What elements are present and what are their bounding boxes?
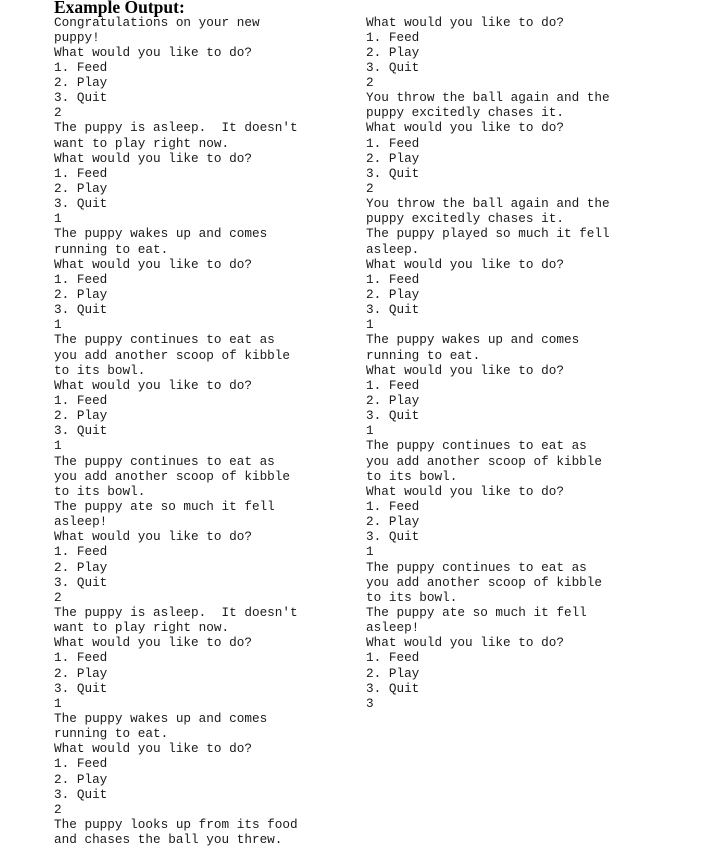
console-line: 1. Feed: [54, 166, 298, 181]
console-line: 3. Quit: [54, 196, 298, 211]
console-line: 3. Quit: [54, 787, 298, 802]
console-line: asleep!: [366, 620, 610, 635]
console-line: 2. Play: [54, 287, 298, 302]
console-line: 3. Quit: [54, 681, 298, 696]
console-line: What would you like to do?: [366, 15, 610, 30]
console-line: 2: [366, 181, 610, 196]
console-line: What would you like to do?: [54, 257, 298, 272]
console-line: 1: [54, 317, 298, 332]
console-line: 2. Play: [54, 666, 298, 681]
console-line: 3. Quit: [366, 408, 610, 423]
console-line: 2. Play: [366, 287, 610, 302]
console-line: 1. Feed: [54, 756, 298, 771]
console-line: 3. Quit: [54, 90, 298, 105]
console-line: to its bowl.: [54, 363, 298, 378]
console-line: puppy!: [54, 30, 298, 45]
console-line: to its bowl.: [366, 590, 610, 605]
console-line: 2: [54, 105, 298, 120]
console-line: What would you like to do?: [54, 151, 298, 166]
console-output-left-column: [54, 15, 298, 847]
console-line: to its bowl.: [366, 469, 610, 484]
console-line: The puppy continues to eat as: [54, 454, 298, 469]
console-line: What would you like to do?: [54, 45, 298, 60]
console-line: You throw the ball again and the: [366, 196, 610, 211]
console-line: 3: [366, 696, 610, 711]
console-line: The puppy continues to eat as: [366, 438, 610, 453]
console-line: 1. Feed: [54, 393, 298, 408]
console-line: What would you like to do?: [366, 635, 610, 650]
console-line: 2. Play: [366, 45, 610, 60]
console-line: 1. Feed: [366, 272, 610, 287]
console-line: 1. Feed: [54, 544, 298, 559]
console-output-right-column: [366, 15, 610, 711]
console-line: you add another scoop of kibble: [54, 348, 298, 363]
console-line: The puppy continues to eat as: [54, 332, 298, 347]
console-line: 2. Play: [54, 181, 298, 196]
console-line: The puppy is asleep. It doesn't: [54, 120, 298, 135]
console-line: 3. Quit: [366, 166, 610, 181]
console-line: 2: [54, 802, 298, 817]
console-line: 3. Quit: [366, 681, 610, 696]
console-line: 1: [54, 211, 298, 226]
console-line: What would you like to do?: [366, 120, 610, 135]
console-line: 2: [366, 75, 610, 90]
console-line: 2. Play: [54, 75, 298, 90]
console-line: running to eat.: [366, 348, 610, 363]
console-line: 1. Feed: [366, 136, 610, 151]
console-line: 1. Feed: [366, 378, 610, 393]
console-line: What would you like to do?: [366, 363, 610, 378]
console-line: 1: [366, 423, 610, 438]
console-line: you add another scoop of kibble: [366, 575, 610, 590]
console-line: 3. Quit: [54, 575, 298, 590]
page-heading: Example Output:: [54, 0, 185, 18]
console-line: 1. Feed: [366, 650, 610, 665]
console-line: puppy excitedly chases it.: [366, 105, 610, 120]
console-line: to its bowl.: [54, 484, 298, 499]
console-line: want to play right now.: [54, 620, 298, 635]
console-line: The puppy wakes up and comes: [54, 711, 298, 726]
console-line: What would you like to do?: [366, 484, 610, 499]
console-line: Congratulations on your new: [54, 15, 298, 30]
console-line: 1: [54, 696, 298, 711]
console-line: The puppy wakes up and comes: [366, 332, 610, 347]
console-line: 3. Quit: [54, 423, 298, 438]
console-line: asleep!: [54, 514, 298, 529]
console-line: running to eat.: [54, 726, 298, 741]
console-line: The puppy ate so much it fell: [54, 499, 298, 514]
console-line: and chases the ball you threw.: [54, 832, 298, 847]
console-line: 3. Quit: [366, 302, 610, 317]
console-line: 3. Quit: [54, 302, 298, 317]
console-line: 2. Play: [54, 560, 298, 575]
console-line: What would you like to do?: [54, 378, 298, 393]
console-line: want to play right now.: [54, 136, 298, 151]
console-line: The puppy is asleep. It doesn't: [54, 605, 298, 620]
console-line: 2. Play: [366, 151, 610, 166]
console-line: 2. Play: [366, 393, 610, 408]
console-line: 2. Play: [366, 514, 610, 529]
console-line: 1: [366, 544, 610, 559]
console-line: 1: [366, 317, 610, 332]
console-line: you add another scoop of kibble: [54, 469, 298, 484]
console-line: asleep.: [366, 242, 610, 257]
console-line: What would you like to do?: [54, 741, 298, 756]
console-line: What would you like to do?: [54, 635, 298, 650]
console-line: 1. Feed: [54, 650, 298, 665]
console-line: 3. Quit: [366, 60, 610, 75]
console-line: The puppy wakes up and comes: [54, 226, 298, 241]
console-line: 1. Feed: [366, 499, 610, 514]
console-line: 2. Play: [54, 772, 298, 787]
console-line: 1: [54, 438, 298, 453]
console-line: The puppy looks up from its food: [54, 817, 298, 832]
console-line: 1. Feed: [54, 60, 298, 75]
console-line: 1. Feed: [366, 30, 610, 45]
console-line: You throw the ball again and the: [366, 90, 610, 105]
console-line: The puppy played so much it fell: [366, 226, 610, 241]
console-line: The puppy ate so much it fell: [366, 605, 610, 620]
console-line: What would you like to do?: [54, 529, 298, 544]
console-line: 2: [54, 590, 298, 605]
console-line: 2. Play: [54, 408, 298, 423]
console-line: running to eat.: [54, 242, 298, 257]
console-line: you add another scoop of kibble: [366, 454, 610, 469]
console-line: What would you like to do?: [366, 257, 610, 272]
console-line: 1. Feed: [54, 272, 298, 287]
console-line: The puppy continues to eat as: [366, 560, 610, 575]
console-line: puppy excitedly chases it.: [366, 211, 610, 226]
console-line: 2. Play: [366, 666, 610, 681]
console-line: 3. Quit: [366, 529, 610, 544]
